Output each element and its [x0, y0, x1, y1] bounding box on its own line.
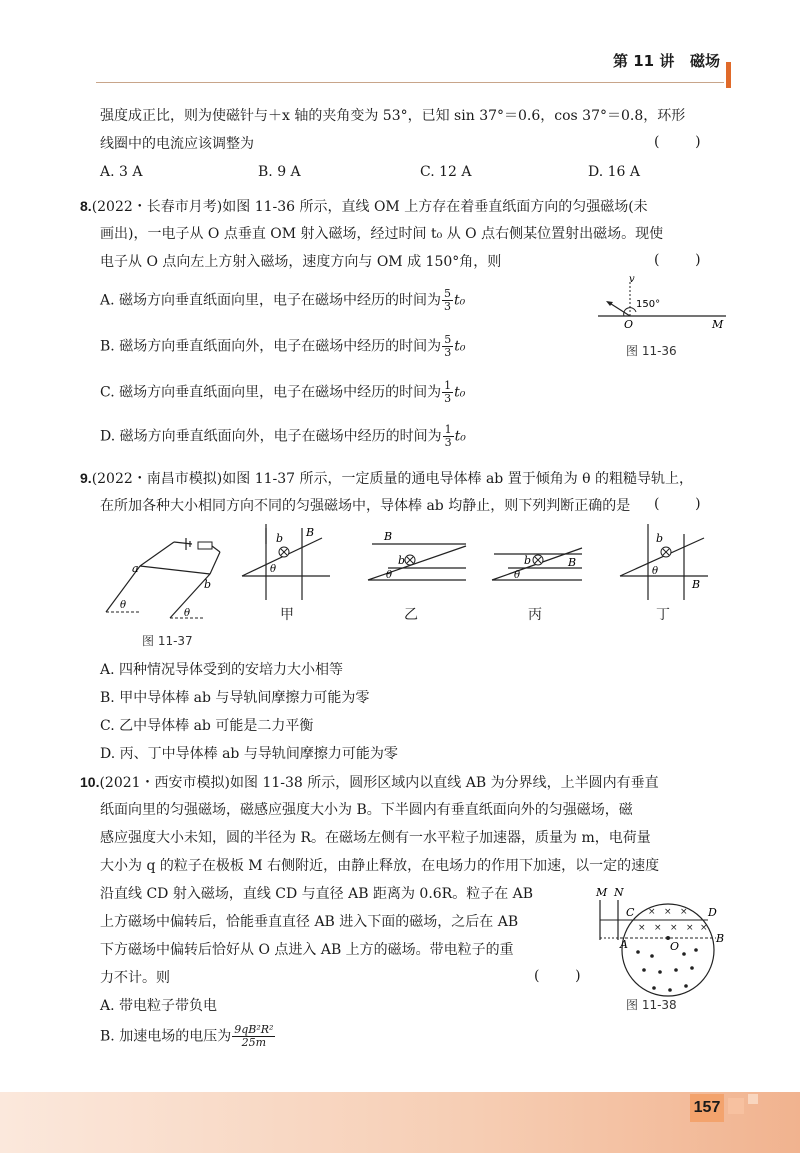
q9-option-c: C. 乙中导体棒 ab 可能是二力平衡 — [100, 718, 314, 734]
q8-text-line3: 电子从 O 点向左上方射入磁场，速度方向与 OM 成 150°角，则 — [100, 254, 502, 270]
svg-text:b: b — [656, 532, 664, 545]
q10-text-line7: 下方磁场中偏转后恰好从 O 点进入 AB 上方的磁场。带电粒子的重 — [100, 942, 514, 958]
svg-text:a: a — [132, 562, 139, 575]
q10-option-a: A. 带电粒子带负电 — [100, 998, 218, 1014]
q8-option-b: B. 磁场方向垂直纸面向外，电子在磁场中经历的时间为 $\frac{5}{3}$ t₀ — [100, 333, 466, 359]
q7-option-c: C. 12 A — [420, 164, 472, 180]
footer-band — [0, 1092, 800, 1153]
label-m: M — [712, 318, 724, 331]
svg-text:B: B — [568, 556, 577, 569]
svg-text:×: × — [700, 923, 708, 933]
q10-text-line5: 沿直线 CD 射入磁场，直线 CD 与直径 AB 距离为 0.6R。粒子在 AB — [100, 886, 534, 902]
q10-text-line6: 上方磁场中偏转后，恰能垂直直径 AB 进入下面的磁场，之后在 AB — [100, 914, 519, 930]
q9-text-line2: 在所加各种大小相同方向不同的匀强磁场中，导体棒 ab 均静止，则下列判断正确的是 — [100, 498, 631, 514]
q8-option-b-fraction: $\frac{5}{3}$ — [444, 333, 452, 359]
svg-text:θ: θ — [514, 570, 521, 581]
q8-option-d: D. 磁场方向垂直纸面向外，电子在磁场中经历的时间为 $\frac{1}{3}$ t₀ — [100, 423, 466, 449]
q8-option-a-fraction: $\frac{5}{3}$ — [444, 287, 452, 313]
resistor — [198, 542, 212, 549]
q9-answer-blank: ( ) — [654, 496, 701, 512]
svg-text:N: N — [614, 886, 624, 899]
svg-text:θ: θ — [652, 566, 659, 577]
figure-11-36 — [590, 272, 730, 334]
figure-11-37-caption: 图 11-37 — [142, 634, 193, 648]
q9-option-d: D. 丙、丁中导体棒 ab 与导轨间摩擦力可能为零 — [100, 746, 398, 762]
svg-text:×: × — [670, 923, 678, 933]
q9-option-a: A. 四种情况导体受到的安培力大小相等 — [100, 662, 344, 678]
q7-option-b: B. 9 A — [258, 164, 301, 180]
q8-text-line1: 8.(2022・长春市月考)如图 11-36 所示，直线 OM 上方存在着垂直纸面方向的匀强磁场(未 — [80, 198, 648, 215]
q8-option-c: C. 磁场方向垂直纸面向里，电子在磁场中经历的时间为 $\frac{1}{3}$ t₀ — [100, 379, 466, 405]
svg-text:D: D — [708, 906, 717, 919]
header-rule — [96, 82, 724, 83]
q8-text-line2: 画出)，一电子从 O 点垂直 OM 射入磁场，经过时间 t₀ 从 O 点右侧某位置射出磁场。现使 — [100, 226, 664, 242]
svg-text:θ: θ — [270, 564, 277, 575]
svg-text:b: b — [398, 554, 406, 567]
q9-option-b: B. 甲中导体棒 ab 与导轨间摩擦力可能为零 — [100, 690, 370, 706]
svg-text:B: B — [306, 526, 315, 539]
svg-text:A: A — [620, 938, 628, 951]
svg-text:C: C — [626, 906, 635, 919]
q8-option-c-fraction: $\frac{1}{3}$ — [444, 379, 452, 405]
q10-answer-blank: ( ) — [534, 968, 581, 984]
q8-option-d-fraction: $\frac{1}{3}$ — [444, 423, 452, 449]
rod-ab — [140, 566, 210, 574]
dot-markers — [636, 948, 698, 992]
svg-text:×: × — [686, 923, 694, 933]
figure-11-37-yi — [362, 530, 472, 590]
q7-option-a: A. 3 A — [100, 164, 143, 180]
q10-text-line1: 10.(2021・西安市模拟)如图 11-38 所示，圆形区域内以直线 AB 为分界线，上半圆内有垂直 — [80, 774, 659, 791]
q7-option-d: D. 16 A — [588, 164, 641, 180]
q7-answer-blank: ( ) — [654, 134, 701, 150]
svg-text:×: × — [654, 923, 662, 933]
footer-decor-square — [728, 1098, 744, 1114]
q10-text-line2: 纸面向里的匀强磁场，磁感应强度大小为 B。下半圆内有垂直纸面向外的匀强磁场，磁 — [100, 802, 633, 818]
svg-text:O: O — [670, 940, 680, 953]
sub-label-bing: 丙 — [528, 607, 542, 623]
header-accent-bar — [726, 62, 731, 88]
svg-text:×: × — [638, 923, 646, 933]
svg-text:M: M — [596, 886, 608, 899]
figure-11-36-caption: 图 11-36 — [626, 344, 677, 358]
sub-label-yi: 乙 — [404, 607, 418, 623]
svg-text:b: b — [204, 578, 212, 591]
q10-text-line3: 感应强度大小未知，圆的半径为 R。在磁场左侧有一水平粒子加速器，质量为 m，电荷量 — [100, 830, 651, 846]
svg-text:θ: θ — [120, 600, 127, 611]
svg-text:×: × — [680, 907, 688, 917]
svg-text:B: B — [716, 932, 725, 945]
figure-11-37-ding — [614, 524, 714, 604]
q8-number: 8. — [80, 198, 92, 214]
q8-option-a: A. 磁场方向垂直纸面向里，电子在磁场中经历的时间为 $\frac{5}{3}$ t₀ — [100, 287, 466, 313]
figure-11-38-caption: 图 11-38 — [626, 998, 677, 1012]
q9-number: 9. — [80, 470, 92, 486]
q10-option-b-fraction: $\frac{\text{9qB²R²}}{25m}$ — [234, 1023, 274, 1049]
sub-label-ding: 丁 — [656, 607, 670, 623]
q10-text-line8: 力不计。则 — [100, 970, 170, 986]
q9-text-line1: 9.(2022・南昌市模拟)如图 11-37 所示，一定质量的通电导体棒 ab 置于倾角为 θ 的粗糙导轨上， — [80, 470, 694, 487]
q10-text-line4: 大小为 q 的粒子在极板 M 右侧附近，由静止释放，在电场力的作用下加速，以一定的速度 — [100, 858, 660, 874]
page-number: 157 — [690, 1094, 724, 1122]
svg-text:×: × — [664, 907, 672, 917]
svg-text:×: × — [648, 907, 656, 917]
label-v: v — [629, 274, 635, 285]
q7-text-line1: 强度成正比，则为使磁针与＋x 轴的夹角变为 53°，已知 sin 37°＝0.6，cos 37°＝0.8，环形 — [100, 108, 686, 124]
figure-11-37-jia — [236, 524, 336, 604]
footer-decor-square-small — [748, 1094, 758, 1104]
svg-text:B: B — [384, 530, 393, 543]
svg-text:θ: θ — [184, 608, 191, 619]
svg-text:b: b — [276, 532, 284, 545]
figure-11-37-bing — [488, 540, 588, 590]
figure-11-38 — [592, 884, 728, 1014]
figure-11-37-perspective — [100, 530, 230, 622]
sub-label-jia: 甲 — [280, 607, 294, 623]
velocity-arrowhead — [606, 301, 613, 306]
q8-answer-blank: ( ) — [654, 252, 701, 268]
svg-text:B: B — [692, 578, 701, 591]
svg-text:b: b — [524, 554, 532, 567]
chapter-title: 第 11 讲 磁场 — [613, 52, 720, 70]
q10-option-b: B. 加速电场的电压为 $\frac{\text{9qB²R²}}{25m}$ — [100, 1023, 274, 1049]
label-o: O — [624, 318, 634, 331]
label-angle: 150° — [636, 299, 661, 310]
svg-text:θ: θ — [386, 570, 393, 581]
q7-text-line2: 线圈中的电流应该调整为 — [100, 136, 254, 152]
q10-number: 10. — [80, 774, 100, 790]
field-circle — [622, 904, 714, 996]
